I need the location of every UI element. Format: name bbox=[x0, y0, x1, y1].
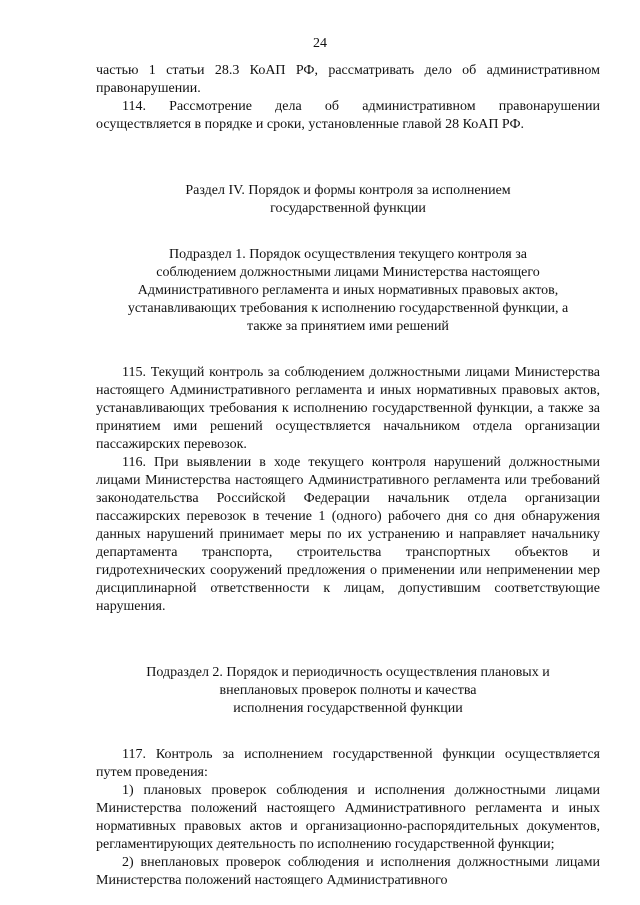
subsection-1-line-3: Административного регламента и иных нормативных правовых актов, bbox=[137, 283, 559, 298]
paragraph-116: 116. При выявлении в ходе текущего контроля нарушений должностными лицами Министерства настоящего Административного регламента или требований законодательства Российской Федерации начальник отдела организации пассажирских перевозок в течение 1 (одного) рабочего дня со дня обнаружения данных нарушений принимает меры по их устранению и направляет начальнику департамента транспорта, строительства транспортных объектов и гидротехнических сооружений предложения о применении или неприменении мер дисциплинарной ответственности к лицам, допустившим соответствующие нарушения. bbox=[96, 455, 600, 614]
paragraph-115: 115. Текущий контроль за соблюдением должностными лицами Министерства настоящего Административного регламента и иных нормативных правовых актов, устанавливающих требования к исполнению государственной функции, а также за принятием ими решений осуществляется начальником отдела организации пассажирских перевозок. bbox=[96, 365, 600, 452]
page-number: 24 bbox=[313, 36, 327, 51]
paragraph-117: 117. Контроль за исполнением государственной функции осуществляется путем проведения: bbox=[96, 747, 600, 780]
subsection-2-line-2: внеплановых проверок полноты и качества bbox=[219, 683, 477, 698]
subsection-2-line-3: исполнения государственной функции bbox=[233, 701, 463, 716]
subsection-1-line-2: соблюдением должностными лицами Министерства настоящего bbox=[156, 265, 540, 280]
paragraph-114: 114. Рассмотрение дела об административном правонарушении осуществляется в порядке и сроки, установленные главой 28 КоАП РФ. bbox=[96, 99, 600, 132]
section-4-title-line-2: государственной функции bbox=[270, 201, 426, 216]
section-4-title-line-1: Раздел IV. Порядок и формы контроля за исполнением bbox=[185, 183, 511, 198]
list-item-1: 1) плановых проверок соблюдения и исполнения должностными лицами Министерства положений настоящего Административного регламента и иных нормативных правовых актов и организационно-распорядительных документов, регламентирующих деятельность по исполнению государственной функции; bbox=[96, 783, 600, 852]
subsection-1-heading bbox=[96, 246, 600, 336]
subsection-2-line-1: Подраздел 2. Порядок и периодичность осуществления плановых и bbox=[146, 665, 550, 680]
subsection-1-line-1: Подраздел 1. Порядок осуществления текущего контроля за bbox=[169, 247, 527, 262]
subsection-2-heading bbox=[96, 664, 600, 718]
section-4-heading bbox=[96, 182, 600, 218]
subsection-1-line-4: устанавливающих требования к исполнению государственной функции, а bbox=[127, 301, 569, 316]
list-item-2: 2) внеплановых проверок соблюдения и исполнения должностными лицами Министерства положений настоящего Административного bbox=[96, 855, 600, 888]
continuation-paragraph: частью 1 статьи 28.3 КоАП РФ, рассматривать дело об административном правонарушении. bbox=[96, 63, 600, 96]
page-content bbox=[96, 62, 600, 890]
subsection-1-line-5: также за принятием ими решений bbox=[247, 319, 449, 334]
